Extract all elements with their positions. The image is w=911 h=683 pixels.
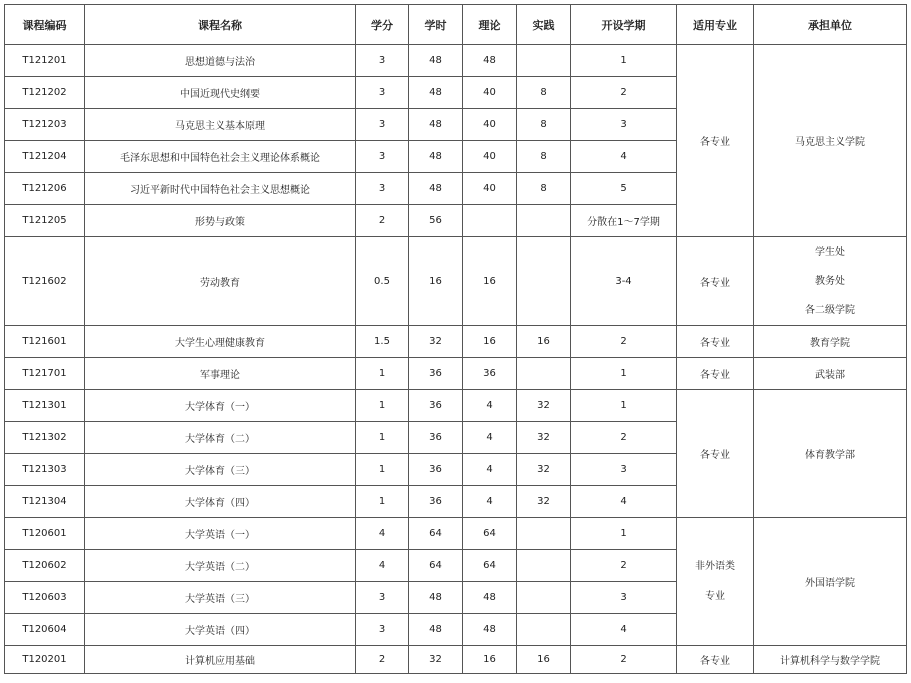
table-row (5, 45, 907, 77)
course-name: 思想道德与法治 (85, 45, 356, 77)
course-term: 1 (571, 390, 677, 422)
table-row (5, 358, 907, 390)
course-theory: 48 (463, 45, 517, 77)
course-code: T120604 (5, 614, 85, 646)
course-hours: 64 (409, 550, 463, 582)
course-name: 大学英语（一） (85, 518, 356, 550)
table-row (5, 237, 907, 326)
header-major: 适用专业 (677, 5, 754, 45)
course-term: 1 (571, 358, 677, 390)
course-theory: 16 (463, 237, 517, 326)
header-credit: 学分 (356, 5, 409, 45)
course-theory: 64 (463, 550, 517, 582)
course-term: 4 (571, 141, 677, 173)
course-name: 习近平新时代中国特色社会主义思想概论 (85, 173, 356, 205)
course-hours: 36 (409, 390, 463, 422)
course-practice (517, 550, 571, 582)
course-practice: 16 (517, 326, 571, 358)
course-practice (517, 582, 571, 614)
course-term: 2 (571, 550, 677, 582)
table-row (5, 518, 907, 550)
course-practice (517, 358, 571, 390)
course-credit: 2 (356, 646, 409, 674)
major-line: 专业 (705, 590, 725, 602)
course-hours: 32 (409, 646, 463, 674)
course-term: 4 (571, 486, 677, 518)
group-unit-labor (754, 237, 907, 326)
unit-line: 教务处 (815, 275, 845, 287)
course-practice: 8 (517, 109, 571, 141)
course-term: 1 (571, 518, 677, 550)
course-practice (517, 205, 571, 237)
course-hours: 64 (409, 518, 463, 550)
header-code: 课程编码 (5, 5, 85, 45)
course-theory: 4 (463, 486, 517, 518)
course-practice (517, 518, 571, 550)
course-name: 计算机应用基础 (85, 646, 356, 674)
course-theory: 40 (463, 141, 517, 173)
group-major-psych: 各专业 (677, 326, 754, 358)
course-hours: 36 (409, 422, 463, 454)
course-hours: 48 (409, 109, 463, 141)
course-credit: 1 (356, 358, 409, 390)
header-row (5, 5, 907, 45)
course-hours: 36 (409, 454, 463, 486)
course-credit: 4 (356, 518, 409, 550)
major-line: 非外语类 (695, 560, 735, 572)
course-name: 大学英语（四） (85, 614, 356, 646)
group-major-pe: 各专业 (677, 390, 754, 518)
course-code: T121304 (5, 486, 85, 518)
course-code: T121701 (5, 358, 85, 390)
course-credit: 0.5 (356, 237, 409, 326)
course-credit: 3 (356, 45, 409, 77)
course-hours: 36 (409, 486, 463, 518)
header-unit: 承担单位 (754, 5, 907, 45)
course-name: 毛泽东思想和中国特色社会主义理论体系概论 (85, 141, 356, 173)
header-term: 开设学期 (571, 5, 677, 45)
course-practice: 8 (517, 141, 571, 173)
table-row (5, 390, 907, 422)
course-hours: 32 (409, 326, 463, 358)
course-credit: 1 (356, 390, 409, 422)
header-theory: 理论 (463, 5, 517, 45)
course-theory (463, 205, 517, 237)
course-credit: 3 (356, 141, 409, 173)
group-major-labor: 各专业 (677, 237, 754, 326)
course-term: 2 (571, 77, 677, 109)
course-code: T121204 (5, 141, 85, 173)
course-practice: 32 (517, 486, 571, 518)
group-unit-pe: 体育教学部 (754, 390, 907, 518)
course-credit: 1 (356, 454, 409, 486)
course-term: 3 (571, 109, 677, 141)
course-name: 大学生心理健康教育 (85, 326, 356, 358)
course-theory: 16 (463, 646, 517, 674)
course-credit: 3 (356, 77, 409, 109)
course-table (4, 4, 907, 674)
course-credit: 3 (356, 614, 409, 646)
course-hours: 48 (409, 141, 463, 173)
course-theory: 4 (463, 422, 517, 454)
course-credit: 4 (356, 550, 409, 582)
course-practice: 32 (517, 454, 571, 486)
course-hours: 36 (409, 358, 463, 390)
course-theory: 40 (463, 173, 517, 205)
course-credit: 3 (356, 109, 409, 141)
course-code: T121202 (5, 77, 85, 109)
group-unit-computer: 计算机科学与数学学院 (754, 646, 907, 674)
course-term: 2 (571, 646, 677, 674)
course-term: 3 (571, 454, 677, 486)
course-practice: 8 (517, 173, 571, 205)
group-unit-military: 武装部 (754, 358, 907, 390)
group-major-marx: 各专业 (677, 45, 754, 237)
course-practice (517, 237, 571, 326)
course-term: 2 (571, 326, 677, 358)
course-term: 5 (571, 173, 677, 205)
course-practice (517, 614, 571, 646)
course-code: T121206 (5, 173, 85, 205)
course-code: T120603 (5, 582, 85, 614)
course-code: T121301 (5, 390, 85, 422)
course-term: 3-4 (571, 237, 677, 326)
course-name: 形势与政策 (85, 205, 356, 237)
unit-line: 学生处 (815, 246, 845, 258)
course-term: 4 (571, 614, 677, 646)
group-major-english (677, 518, 754, 646)
course-hours: 48 (409, 45, 463, 77)
course-code: T121302 (5, 422, 85, 454)
unit-line: 各二级学院 (805, 304, 855, 316)
course-code: T121602 (5, 237, 85, 326)
course-name: 大学体育（三） (85, 454, 356, 486)
course-theory: 40 (463, 109, 517, 141)
course-code: T120201 (5, 646, 85, 674)
table-row (5, 326, 907, 358)
course-hours: 48 (409, 582, 463, 614)
course-code: T121203 (5, 109, 85, 141)
course-practice: 32 (517, 390, 571, 422)
course-practice: 8 (517, 77, 571, 109)
course-hours: 48 (409, 173, 463, 205)
course-name: 大学英语（三） (85, 582, 356, 614)
course-theory: 64 (463, 518, 517, 550)
course-name: 大学英语（二） (85, 550, 356, 582)
course-hours: 56 (409, 205, 463, 237)
course-hours: 16 (409, 237, 463, 326)
course-name: 中国近现代史纲要 (85, 77, 356, 109)
table-row (5, 646, 907, 674)
course-term: 2 (571, 422, 677, 454)
course-code: T121205 (5, 205, 85, 237)
course-term: 1 (571, 45, 677, 77)
course-code: T120601 (5, 518, 85, 550)
course-name: 大学体育（二） (85, 422, 356, 454)
group-major-military: 各专业 (677, 358, 754, 390)
course-term: 3 (571, 582, 677, 614)
course-credit: 3 (356, 173, 409, 205)
course-theory: 48 (463, 582, 517, 614)
course-credit: 1.5 (356, 326, 409, 358)
course-code: T121201 (5, 45, 85, 77)
course-theory: 48 (463, 614, 517, 646)
group-unit-marx: 马克思主义学院 (754, 45, 907, 237)
course-name: 军事理论 (85, 358, 356, 390)
course-credit: 1 (356, 422, 409, 454)
course-practice: 16 (517, 646, 571, 674)
group-unit-psych: 教育学院 (754, 326, 907, 358)
course-practice: 32 (517, 422, 571, 454)
course-practice (517, 45, 571, 77)
course-name: 大学体育（四） (85, 486, 356, 518)
group-major-computer: 各专业 (677, 646, 754, 674)
course-name: 劳动教育 (85, 237, 356, 326)
course-theory: 40 (463, 77, 517, 109)
course-code: T121303 (5, 454, 85, 486)
course-name: 大学体育（一） (85, 390, 356, 422)
course-hours: 48 (409, 614, 463, 646)
course-theory: 16 (463, 326, 517, 358)
course-code: T121601 (5, 326, 85, 358)
course-code: T120602 (5, 550, 85, 582)
header-name: 课程名称 (85, 5, 356, 45)
header-practice: 实践 (517, 5, 571, 45)
course-theory: 4 (463, 390, 517, 422)
course-credit: 2 (356, 205, 409, 237)
header-hours: 学时 (409, 5, 463, 45)
course-credit: 3 (356, 582, 409, 614)
group-unit-english: 外国语学院 (754, 518, 907, 646)
course-term: 分散在1～7学期 (571, 205, 677, 237)
course-credit: 1 (356, 486, 409, 518)
course-theory: 4 (463, 454, 517, 486)
course-theory: 36 (463, 358, 517, 390)
course-name: 马克思主义基本原理 (85, 109, 356, 141)
course-hours: 48 (409, 77, 463, 109)
